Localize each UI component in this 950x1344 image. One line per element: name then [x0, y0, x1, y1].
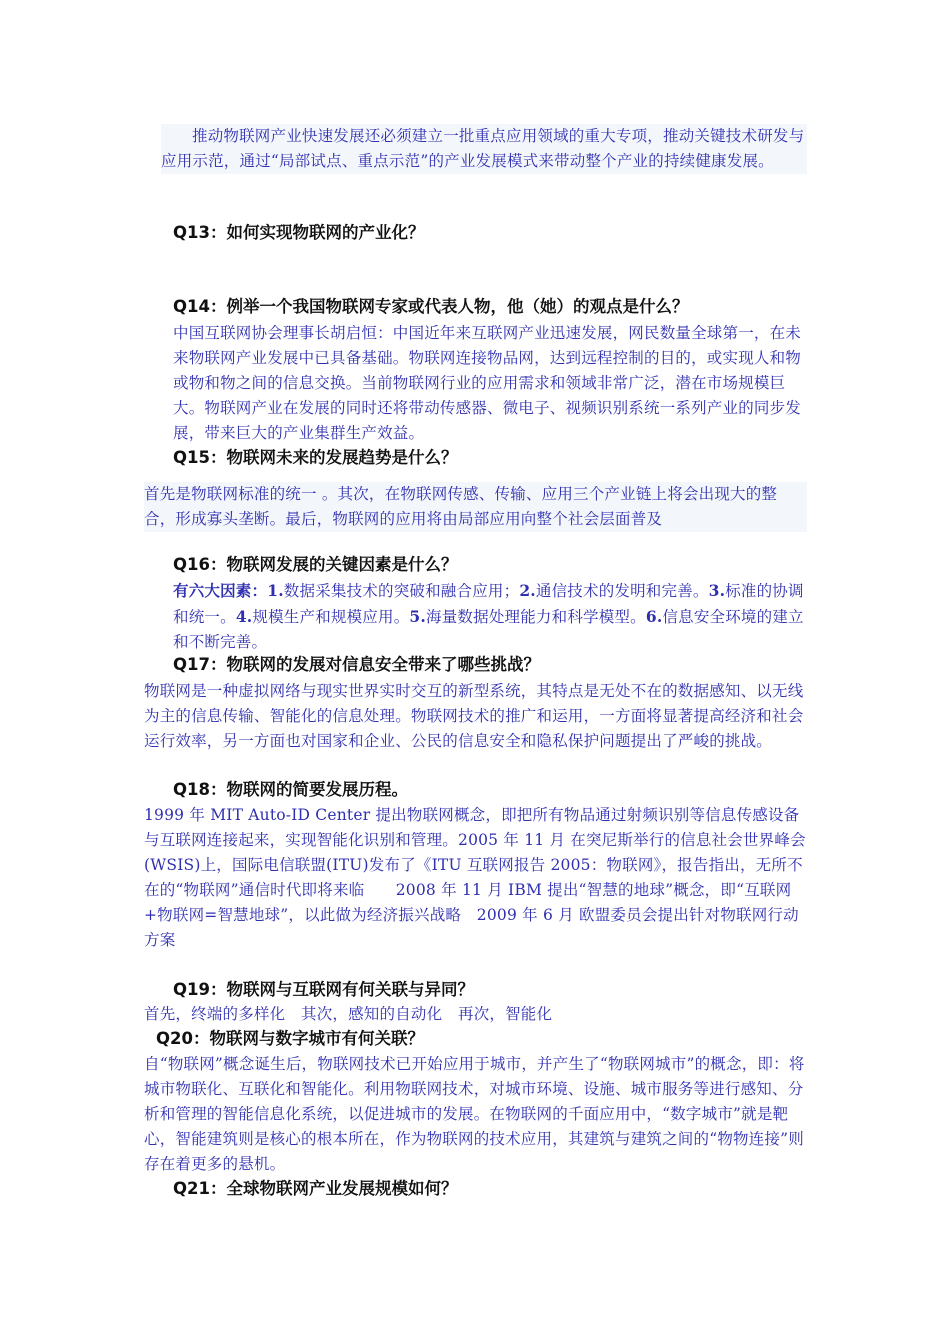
- factor-number: 4.: [235, 607, 253, 626]
- factor-number: 1.: [267, 581, 284, 600]
- q20-heading: Q20：物联网与数字城市有何关联？: [156, 1029, 424, 1048]
- q18-answer: 1999 年 MIT Auto-ID Center 提出物联网概念，即把所有物品通过射频识别等信息传感设备与互联网连接起来，实现智能化识别和管理。2005 年 11 月 在突尼斯举行的信息社会世界峰会(WSIS)上，国际电信联盟(ITU)发布了《ITU 互联网报告 2005：物联网》，报告指出，无所不在的“物联网”通信时代即将来临 2008 年 11 月 IBM 提出“智慧的地球”概念，即“互联网+物联网=智慧地球”，以此做为经济振兴战略 2009 年 6 月 欧盟委员会提出针对物联网行动方案: [144, 806, 806, 949]
- q17-answer: 物联网是一种虚拟网络与现实世界实时交互的新型系统，其特点是无处不在的数据感知、以无线为主的信息传输、智能化的信息处理。物联网技术的推广和运用，一方面将显著提高经济和社会运行效率，另一方面也对国家和企业、公民的信息安全和隐私保护问题提出了严峻的挑战。: [144, 682, 804, 750]
- q16-heading: Q16：物联网发展的关键因素是什么？: [173, 555, 458, 574]
- factor-text: 规模生产和规模应用。: [252, 608, 410, 626]
- q13-heading: Q13：如何实现物联网的产业化？: [173, 223, 425, 242]
- intro-paragraph: 推动物联网产业快速发展还必须建立一批重点应用领域的重大专项，推动关键技术研发与应用示范，通过“局部试点、重点示范”的产业发展模式来带动整个产业的持续健康发展。: [161, 124, 807, 174]
- q14-answer: 中国互联网协会理事长胡启恒：中国近年来互联网产业迅速发展，网民数量全球第一，在未来物联网产业发展中已具备基础。物联网连接物品网，达到远程控制的目的，或实现人和物或物和物之间的信息交换。当前物联网行业的应用需求和领域非常广泛，潜在市场规模巨大。物联网产业在发展的同时还将带动传感器、微电子、视频识别系统一系列产业的同步发展，带来巨大的产业集群生产效益。: [173, 324, 802, 442]
- factor-text: 数据采集技术的突破和融合应用；: [283, 582, 520, 600]
- q15-answer: 首先是物联网标准的统一 。其次，在物联网传感、传输、应用三个产业链上将会出现大的整合，形成寡头垄断。最后，物联网的应用将由局部应用向整个社会层面普及: [144, 482, 807, 532]
- q20-answer: 自“物联网”概念诞生后，物联网技术已开始应用于城市，并产生了“物联网城市”的概念，即：将城市物联化、互联化和智能化。利用物联网技术，对城市环境、设施、城市服务等进行感知、分析和管理的智能信息化系统，以促进城市的发展。在物联网的千面应用中，“数字城市”就是靶心，智能建筑则是核心的根本所在，作为物联网的技术应用，其建筑与建筑之间的“物物连接”则存在着更多的悬机。: [144, 1055, 805, 1173]
- factor-text: 海量数据处理能力和科学模型。: [426, 608, 646, 626]
- factor-number: 3.: [708, 581, 726, 600]
- q15-heading: Q15：物联网未来的发展趋势是什么？: [173, 448, 458, 467]
- factor-text: 信息安全环境的建立和不断完善。: [173, 608, 804, 651]
- factor-text: 标准的协调和统一。: [173, 582, 804, 626]
- factor-text: 通信技术的发明和完善。: [535, 582, 709, 600]
- q17-heading: Q17：物联网的发展对信息安全带来了哪些挑战？: [173, 655, 540, 674]
- q16-answer: [173, 578, 807, 655]
- factor-number: 6.: [645, 607, 663, 626]
- q14-heading: Q14：例举一个我国物联网专家或代表人物，他（她）的观点是什么？: [173, 297, 689, 316]
- factor-number: 2.: [519, 581, 536, 600]
- q18-heading: Q18：物联网的简要发展历程。: [173, 780, 408, 799]
- q19-heading: Q19：物联网与互联网有何关联与异同？: [173, 980, 474, 999]
- factor-number: 5.: [409, 607, 427, 626]
- q21-heading: Q21：全球物联网产业发展规模如何？: [173, 1179, 458, 1198]
- q19-answer: 首先，终端的多样化 其次，感知的自动化 再次，智能化: [144, 1005, 553, 1023]
- q16-lead: 有六大因素：: [173, 581, 268, 600]
